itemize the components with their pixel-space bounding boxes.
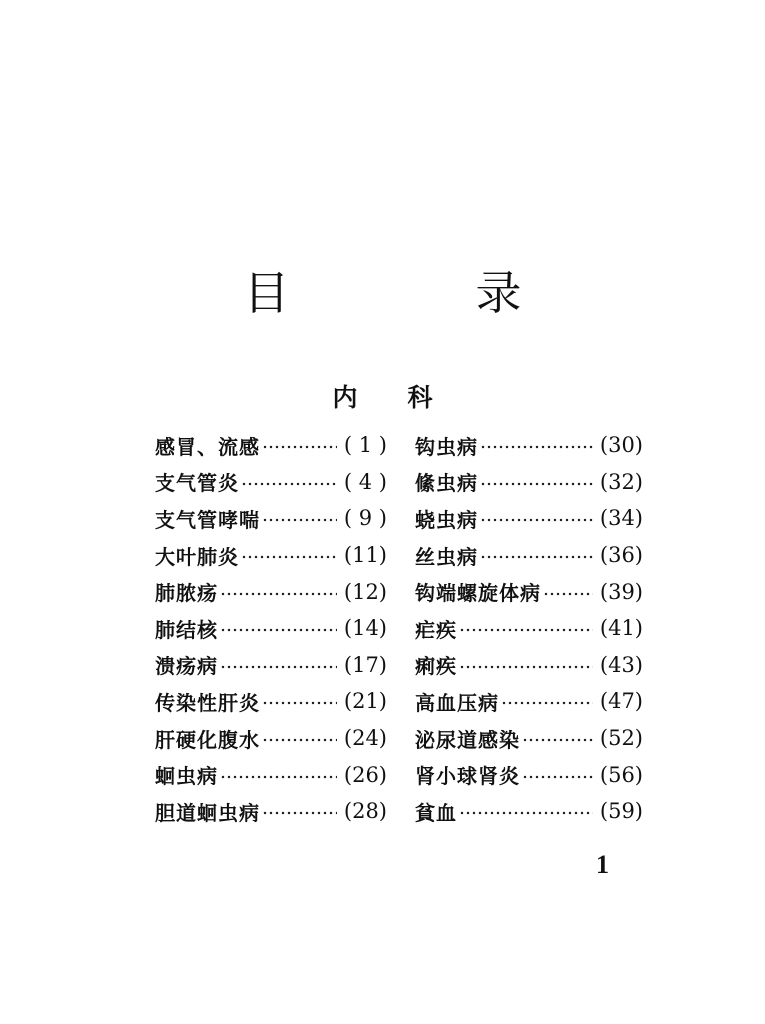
toc-leader-dots: [459, 803, 593, 823]
toc-column-right: [415, 427, 643, 830]
toc-entry-title: 肾小球肾炎: [415, 764, 520, 789]
toc-leader-dots: [522, 767, 593, 787]
toc-entry-page: (56): [599, 762, 643, 787]
toc-entry-page: (30): [599, 433, 643, 458]
toc-entry-title: 泌尿道感染: [415, 727, 520, 752]
toc-entry: [415, 500, 643, 537]
toc-leader-dots: [220, 620, 337, 640]
toc-leader-dots: [220, 767, 337, 787]
toc-entry-title: 高血压病: [415, 690, 499, 715]
toc-entry: [155, 537, 387, 574]
toc-entry-title: 溃疡病: [155, 654, 218, 679]
toc-entry-page: ( 9 ): [343, 506, 387, 531]
toc-entry: [155, 610, 387, 647]
toc-entry: [415, 683, 643, 720]
toc-entry-page: (43): [599, 652, 643, 677]
toc-entry-title: 传染性肝炎: [155, 690, 260, 715]
toc-entry: [155, 683, 387, 720]
toc-entry-page: (11): [343, 543, 387, 568]
toc-entry-title: 钩虫病: [415, 434, 478, 459]
toc-leader-dots: [480, 437, 593, 457]
toc-leader-dots: [262, 803, 337, 823]
toc-entry: [155, 720, 387, 757]
toc-entry-page: (12): [343, 579, 387, 604]
toc-entry: [155, 756, 387, 793]
toc-leader-dots: [543, 584, 593, 604]
toc-entry: [415, 610, 643, 647]
toc-entry-page: (26): [343, 762, 387, 787]
toc-entry-page: (36): [599, 543, 643, 568]
toc-entry-page: (14): [343, 616, 387, 641]
toc-entry: [155, 427, 387, 464]
toc-entry-title: 支气管哮喘: [155, 507, 260, 532]
toc-column-left: [155, 427, 387, 830]
toc-entry-title: 絛虫病: [415, 471, 478, 496]
toc-entry-page: (21): [343, 689, 387, 714]
toc-leader-dots: [220, 584, 337, 604]
toc-entry-title: 疟疾: [415, 617, 457, 642]
toc-leader-dots: [241, 474, 337, 494]
toc-entry: [155, 793, 387, 830]
toc-entry: [155, 464, 387, 501]
toc-entry-title: 感冒、流感: [155, 434, 260, 459]
toc-entry-title: 支气管炎: [155, 471, 239, 496]
toc-leader-dots: [459, 620, 593, 640]
toc-entry-page: (39): [599, 579, 643, 604]
page-title: 目 录: [243, 265, 592, 320]
toc-leader-dots: [459, 657, 593, 677]
toc-entry: [415, 464, 643, 501]
toc-entry-page: ( 4 ): [343, 469, 387, 494]
toc-entry: [415, 647, 643, 684]
toc-entry-title: 蛔虫病: [155, 764, 218, 789]
toc-entry: [415, 427, 643, 464]
toc-entry-page: (47): [599, 689, 643, 714]
toc-leader-dots: [241, 547, 337, 567]
toc-entry: [155, 647, 387, 684]
toc-leader-dots: [501, 693, 593, 713]
toc-leader-dots: [522, 730, 593, 750]
toc-entry-page: ( 1 ): [343, 433, 387, 458]
toc-leader-dots: [480, 510, 593, 530]
toc-entry-title: 肝硬化腹水: [155, 727, 260, 752]
toc-entry-title: 蛲虫病: [415, 507, 478, 532]
toc-leader-dots: [220, 657, 337, 677]
toc-entry-title: 肺脓疡: [155, 581, 218, 606]
toc-entry-page: (52): [599, 726, 643, 751]
toc-entry-page: (24): [343, 726, 387, 751]
toc-entry-page: (41): [599, 616, 643, 641]
toc-entry-page: (28): [343, 799, 387, 824]
toc-leader-dots: [262, 730, 337, 750]
toc-entry: [155, 573, 387, 610]
toc-leader-dots: [480, 474, 593, 494]
toc-entry-page: (32): [599, 469, 643, 494]
toc-leader-dots: [480, 547, 593, 567]
toc-entry-title: 大叶肺炎: [155, 544, 239, 569]
toc-entry-page: (59): [599, 799, 643, 824]
toc-entry-title: 胆道蛔虫病: [155, 800, 260, 825]
toc-entry-title: 丝虫病: [415, 544, 478, 569]
toc-entry-page: (34): [599, 506, 643, 531]
toc-entry: [415, 720, 643, 757]
toc-entry: [415, 573, 643, 610]
toc-entry-page: (17): [343, 652, 387, 677]
toc-entry-title: 貧血: [415, 800, 457, 825]
section-title: 内科: [332, 382, 483, 412]
toc-entry-title: 痢疾: [415, 654, 457, 679]
toc-entry: [415, 537, 643, 574]
toc-entry: [415, 756, 643, 793]
toc-leader-dots: [262, 510, 337, 530]
toc-entry-title: 钩端螺旋体病: [415, 581, 541, 606]
toc-entry: [155, 500, 387, 537]
toc-entry: [415, 793, 643, 830]
toc-entry-title: 肺结核: [155, 617, 218, 642]
page-number: 1: [596, 850, 609, 879]
toc-leader-dots: [262, 693, 337, 713]
toc-leader-dots: [262, 437, 337, 457]
